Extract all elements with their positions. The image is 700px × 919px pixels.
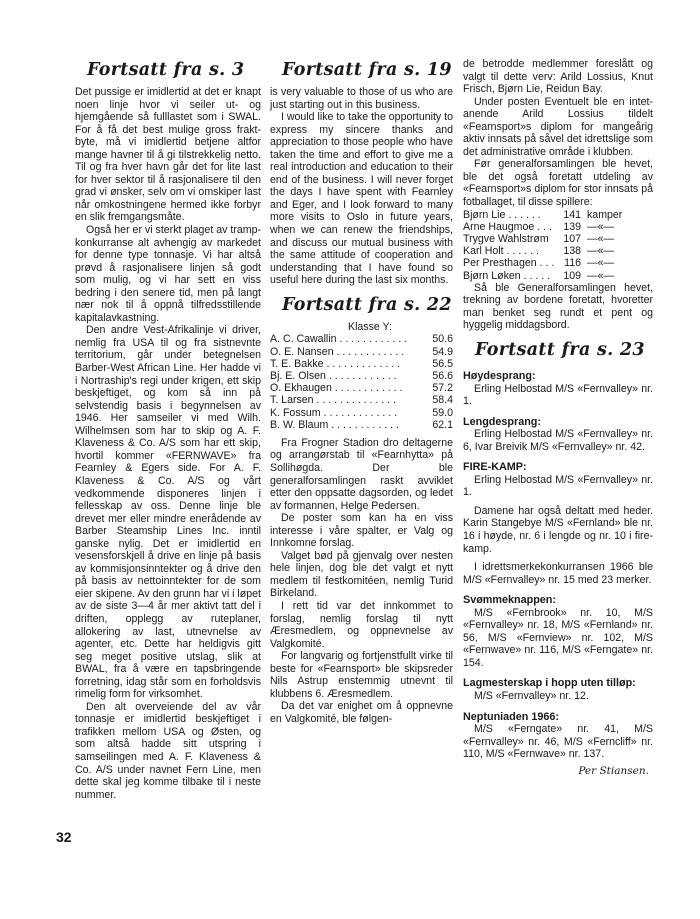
athlete-name: A. C. Cawallin . . . . . . . . . . . . bbox=[270, 333, 408, 346]
match-count: 138 bbox=[563, 245, 581, 258]
event-title: Neptuniaden 1966: bbox=[463, 710, 559, 723]
match-unit: —«— bbox=[587, 220, 615, 233]
athlete-name: T. Larsen . . . . . . . . . . . . . . bbox=[270, 394, 396, 407]
result-value: 62.1 bbox=[432, 418, 453, 431]
paragraph: I idrettsmerkekonkurransen 1966 ble M/S «Fernvalley» nr. 15 med 23 merker. bbox=[463, 561, 653, 586]
paragraph: De poster som kan ha en viss interesse i våre spalter, er Valg og Innkomne forslag. bbox=[270, 512, 453, 550]
event-result: Erling Helbostad M/S «Fernvalley» nr. 6, Ivar Breivik M/S «Fernvalley» nr. 42. bbox=[463, 428, 653, 453]
result-row bbox=[270, 358, 453, 370]
event-result: M/S «Ferngate» nr. 41, M/S «Fernvalley» nr. 46, M/S «Ferncliff» nr. 110, M/S «Fernwave» nr. 137. bbox=[463, 723, 653, 761]
player-name: Karl Holt . . . . . . bbox=[463, 245, 539, 258]
paragraph: Den alt overveiende del av vår tonnasje er imidlertid beskjeftiget i trafikken mellom USA og Østen, og som altså hadde sitt utspring i samseilingen med A. F. Klaveness & Co. A/S under navnet Fern Line, men dette skal jeg komme tilbake til i neste nummer. bbox=[75, 700, 261, 801]
result-value: 56.6 bbox=[432, 369, 453, 382]
paragraph: Før generalforsamlingen ble hevet, ble det også foretatt utdeling av «Fearnsport»s diplom for stor innsats på fotballaget, til disse spillere: bbox=[463, 158, 653, 209]
result-row bbox=[270, 333, 453, 345]
result-row bbox=[270, 419, 453, 431]
player-name: Bjørn Lie . . . . . . bbox=[463, 208, 541, 221]
paragraph: Så ble Generalforsamlingen hevet, trekning av bordene foretatt, hvoretter man benket seg rundt et pent og hyggelig middagsbord. bbox=[463, 281, 653, 332]
class-label: Klasse Y: bbox=[348, 320, 392, 333]
player-row bbox=[463, 209, 622, 221]
players-table bbox=[463, 209, 622, 282]
paragraph: Da det var enighet om å oppnevne en Valgkomité, ble følgen- bbox=[270, 700, 453, 725]
event-title: Svømmeknappen: bbox=[463, 594, 556, 607]
athlete-name: O. Ekhaugen . . . . . . . . . . . . bbox=[270, 382, 403, 395]
result-value: 54.9 bbox=[432, 345, 453, 358]
athlete-name: Bj. E. Olsen . . . . . . . . . . . . bbox=[270, 369, 397, 382]
match-unit: —«— bbox=[587, 257, 615, 270]
section-heading: Fortsatt fra s. 23 bbox=[475, 339, 645, 360]
event-result: M/S «Fernvalley» nr. 12. bbox=[474, 690, 589, 702]
paragraph: I rett tid var det innkommet to forslag, nemlig forslag til nytt Æresmedlem, og oppnevnelse av Valgkomité. bbox=[270, 600, 453, 650]
player-row bbox=[463, 270, 622, 282]
paragraph: is very valuable to those of us who are just starting out in this business. bbox=[270, 86, 453, 111]
section-heading: Fortsatt fra s. 22 bbox=[282, 294, 452, 315]
paragraph: Det pussige er imidlertid at det er knapt noen linje hvor vi seiler ut- og hjemgående så fulllastet som i SWAL. For å få det best mulige gross frakt-byte, må vi imidlertid betjene altfor mange havner til å gi tilstrekkelig netto. Til og fra hver havn går det for lite last for hver sektor til å rasjonalisere til den grad vi ønsker, selv om vi omskiper last når omkostningene hermed ikke forbyr en slik fremgangsmåte. bbox=[75, 86, 261, 224]
result-row bbox=[270, 394, 453, 406]
result-row bbox=[270, 382, 453, 394]
event-result: Erling Helbostad M/S «Fernvalley» nr. 1. bbox=[463, 382, 653, 408]
player-name: Per Presthagen . . . bbox=[463, 257, 555, 270]
column-middle bbox=[270, 58, 453, 726]
event-title: FIRE-KAMP: bbox=[463, 461, 527, 474]
page-number: 32 bbox=[56, 829, 72, 845]
results-table bbox=[270, 333, 453, 431]
athlete-name: O. E. Nansen . . . . . . . . . . . . bbox=[270, 345, 405, 358]
paragraph: de betrodde medlemmer foreslått og valgt til dette verv: Arild Lossius, Knut Frisch, Bjørn Lie, Reidun Bay. bbox=[463, 58, 653, 96]
athlete-name: B. W. Blaum . . . . . . . . . . . . bbox=[270, 418, 399, 431]
event-title: Høydesprang: bbox=[463, 369, 536, 382]
event-result: Erling Helbostad M/S «Fernvalley» nr. 1. bbox=[463, 473, 653, 499]
player-row bbox=[463, 257, 622, 269]
result-row bbox=[270, 407, 453, 419]
event-title: Lengdesprang: bbox=[463, 415, 541, 428]
paragraph: Også her er vi sterkt plaget av tramp-konkurranse alt avhengig av markedet for denne type tonnasje. Vi har altså prøvd å rasjonalisere linjen så godt som mulig, og vi har sett en viss bedring i den senere tid, men på langt nær nok til å oppnå tilfredsstillende kapitalavkastning. bbox=[75, 224, 261, 324]
paragraph: I would like to take the opportunity to express my sincere thanks and appreciation to those people who have taken the time and effort to give me a real introduction and education to their end of the business. I will never forget the days I have spent with Fearnley and Eger, and I look forward to many more visits to Oslo in future years, when we can renew the friendships, and discuss our mutual business with the same attitude of cooperation and understanding that I have found so useful here during the last six months. bbox=[270, 111, 453, 287]
player-row bbox=[463, 245, 622, 257]
column-left bbox=[75, 58, 261, 801]
event-title: Lagmesterskap i hopp uten tilløp: bbox=[463, 677, 636, 690]
result-value: 56.5 bbox=[432, 357, 453, 370]
result-value: 59.0 bbox=[432, 406, 453, 419]
paragraph: Damene har også deltatt med heder. Karin Stangebye M/S «Fernland» ble nr. 16 i høyde, nr. 6 i lengde og nr. 10 i fire-kamp. bbox=[463, 504, 653, 555]
athlete-name: T. E. Bakke . . . . . . . . . . . . . bbox=[270, 357, 401, 370]
match-count: 139 bbox=[563, 220, 581, 233]
match-unit: —«— bbox=[587, 245, 615, 258]
paragraph: For langvarig og fortjenstfullt virke til beste for «Fearnsport» ble skipsreder Nils Astrup enstemmig utnevnt til klubbens 6. Æresmedlem. bbox=[270, 650, 453, 700]
paragraph: Valget bød på gjenvalg over nesten hele linjen, dog ble det valgt et nytt medlem til festkomitéen, nemlig Turid Birkeland. bbox=[270, 549, 453, 600]
player-name: Trygve Wahlstrøm bbox=[463, 232, 549, 245]
match-count: 109 bbox=[563, 269, 581, 282]
match-unit: kamper bbox=[587, 208, 623, 221]
section-heading: Fortsatt fra s. 3 bbox=[87, 60, 245, 80]
player-row bbox=[463, 221, 622, 233]
result-row bbox=[270, 346, 453, 358]
player-name: Bjørn Løken . . . . . bbox=[463, 269, 551, 282]
paragraph: Fra Frogner Stadion dro deltagerne og arrangørstab til «Fearnhytta» på Sollihøgda. Der ble generalforsamlingen raskt avviklet etter den oppsatte dagsorden, og ledet av formannen, Helge Pedersen. bbox=[270, 436, 453, 512]
section-heading: Fortsatt fra s. 19 bbox=[282, 60, 452, 80]
match-unit: —«— bbox=[587, 232, 615, 245]
paragraph: Den andre Vest-Afrikalinje vi driver, nemlig fra USA til og fra sistnevnte territorium, går under betegnelsen Barber-West African Line. Her hadde vi i Nortraship's regi under krigen, ett skip beskjeftiget, og kom så inn på selvstendig basis i begynnelsen av 1946. Her samseiler vi med Wilh. Wilhelmsen som har to skip og A. F. Klaveness & Co. A/S som har ett skip, hvortil kommer «FERNWAVE» fra Fearnley & Egers side. For A. F. Klaveness & Co. A/S og vårt vedkommende disponeres linjen i fellesskap av oss. Denne linje ble drevet mer eller mindre enerådende av Barber Steamship Lines Inc. inntil ganske nylig. Det er imidlertid en vesensforskjell å drive en linje på basis av kommisjonsinntekter og å drive den på basis av nettoinntekter for de som eier skipene. Av den grunn har vi i løpet av de siste 3—4 år mer aktivt tatt del i driften, opplegg av ruteplaner, allokering av last, utnevnelse av agenter, etc. Dette har heldigvis gitt seg meget positive utslag, slik at BWAL, fra å være en tapsbringende forretning, idag står som en forholdsvis rimelig form for virksomhet. bbox=[75, 324, 261, 701]
paragraph: Under posten Eventuelt ble en intet-anende Arild Lossius tildelt «Fearnsport»s diplom for mangeårig aktiv innsats på såvel det idrettslige som det administrative område i klubben. bbox=[463, 95, 653, 158]
event-result: M/S «Fernbrook» nr. 10, M/S «Fernvalley» nr. 18, M/S «Fernland» nr. 56, M/S «Fernview» nr. 102, M/S «Fernwave» nr. 116, M/S «Ferngate» nr. 154. bbox=[463, 606, 653, 669]
match-count: 107 bbox=[563, 232, 581, 245]
player-name: Arne Haugmoe . . . bbox=[463, 220, 552, 233]
author-signature: Per Stiansen. bbox=[578, 764, 649, 777]
column-right bbox=[463, 58, 653, 777]
match-count: 116 bbox=[564, 257, 581, 270]
player-row bbox=[463, 233, 622, 245]
result-value: 50.6 bbox=[432, 333, 453, 346]
match-unit: —«— bbox=[587, 269, 615, 282]
athlete-name: K. Fossum . . . . . . . . . . . . . bbox=[270, 406, 398, 419]
result-row bbox=[270, 370, 453, 382]
result-value: 57.2 bbox=[432, 382, 453, 395]
match-count: 141 bbox=[563, 208, 581, 221]
result-value: 58.4 bbox=[432, 394, 453, 407]
